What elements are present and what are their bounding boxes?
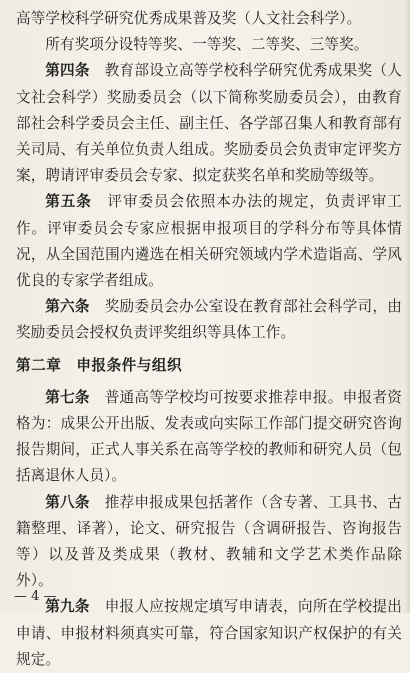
paragraph-text: 评审委员会依照本办法的规定，负责评审工作。评审委员会专家应根据申报项目的学科分布等具体情况，从全国范围内遴选在相关研究领域内学术造诣高、学风优良的专家学者组成。 [16,193,402,290]
article-9 [16,594,402,673]
paragraph-text: 高等学校科学研究优秀成果普及奖（人文社会科学）。 [16,10,362,27]
chapter-title: 第二章 申报条件与组织 [16,356,183,374]
article-label: 第四条 [45,62,90,80]
article-7 [16,385,402,490]
paragraph-text: 所有奖项分设特等奖、一等奖、二等奖、三等奖。 [45,36,369,54]
article-label: 第八条 [45,493,90,511]
article-label: 第五条 [45,193,92,211]
article-label: 第九条 [45,598,90,616]
article-label: 第六条 [45,298,90,316]
paragraph-2 [16,32,402,58]
paragraph-1 [16,6,402,32]
article-5 [16,189,402,294]
paragraph-text: 普通高等学校均可按要求推荐申报。申报者资格为：成果公开出版、发表或向实际工作部门提交研究咨询报告期间，正式人事关系在高等学校的教师和研究人员（包括离退休人员）。 [16,388,402,485]
article-8 [16,490,402,595]
page-number: — 4 — [14,589,57,604]
paragraph-text: 教育部设立高等学校科学研究优秀成果奖（人文社会科学）奖励委员会（以下简称奖励委员会），由教育部社会科学委员会主任、副主任、各学部召集人和教育部有关司局、有关单位负责人组成。奖励委员会负责审定评奖方案，聘请评审委员会专家、拟定获奖名单和奖励等级等。 [16,62,402,185]
article-label: 第七条 [45,388,90,406]
article-4 [16,58,402,189]
paragraph-text: 申报人应按规定填写申请表，向所在学校提出申请、申报材料须真实可靠，符合国家知识产权保护的有关规定。 [16,598,402,668]
article-6 [16,294,402,346]
page-edge-shadow [405,0,410,613]
paragraph-text: 推荐申报成果包括著作（含专著、工具书、古籍整理、译著），论文、研究报告（含调研报告、咨询报告等）以及普及类成果（教材、教辅和文学艺术类作品除外）。 [16,493,402,590]
body-text [16,6,402,673]
paragraph-text: 奖励委员会办公室设在教育部社会科学司，由奖励委员会授权负责评奖组织等具体工作。 [16,298,402,342]
